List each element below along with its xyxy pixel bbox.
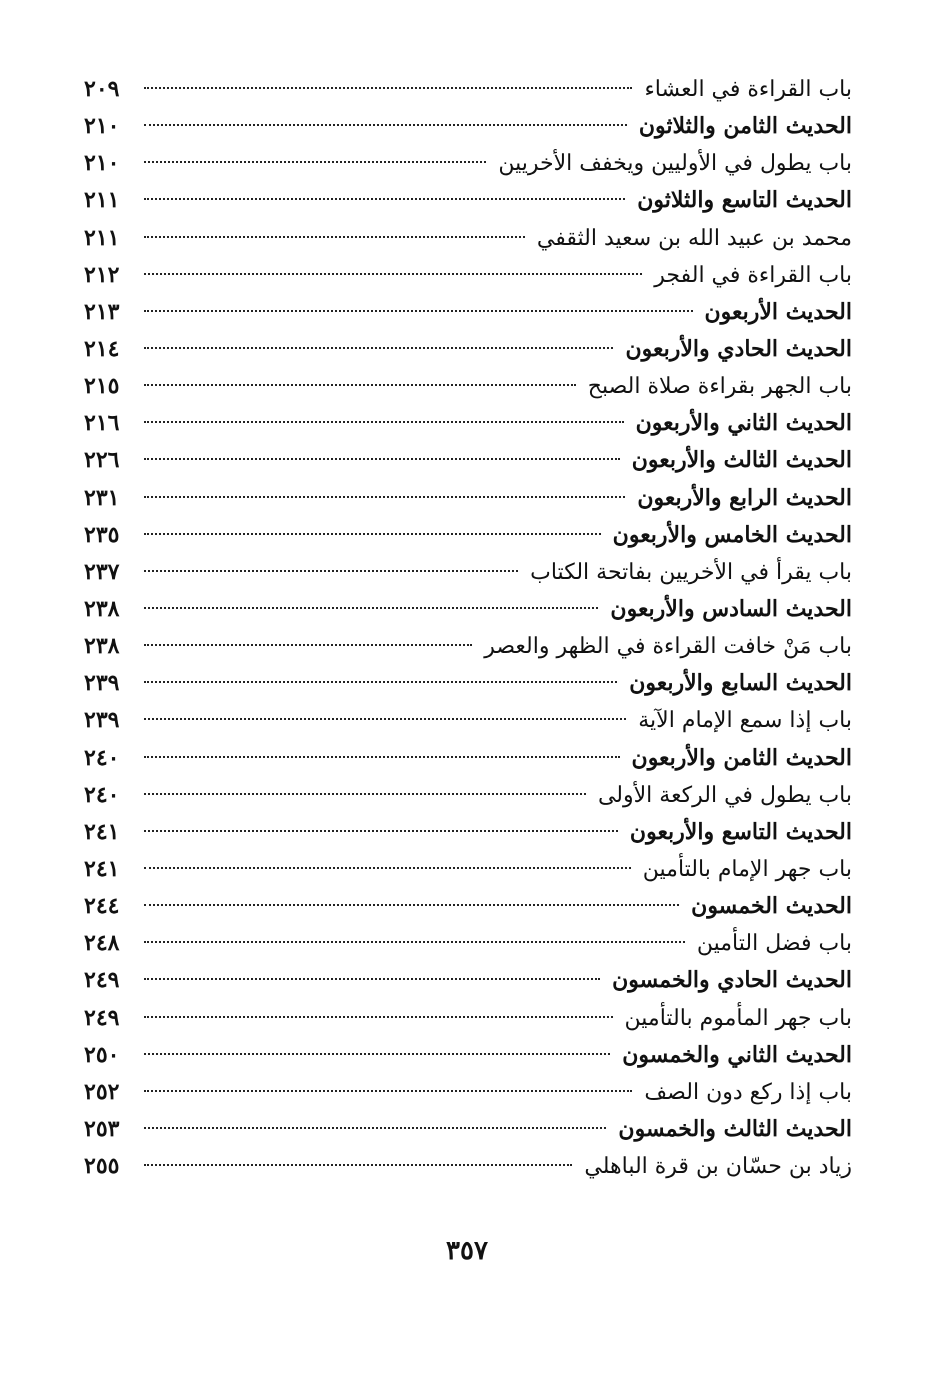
toc-entry-page: ٢٠٩ — [84, 76, 120, 102]
toc-entry — [84, 628, 852, 665]
toc-entry-title: باب يطول في الأوليين ويخفف الأخريين — [498, 151, 852, 177]
toc-entry-page: ٢٤٠ — [84, 781, 120, 808]
toc-entry-title: باب القراءة في الفجر — [654, 262, 852, 288]
toc-entry — [84, 442, 852, 479]
toc-entry-page: ٢٤٩ — [84, 1004, 120, 1031]
dot-leader — [144, 904, 679, 906]
toc-entry-page: ٢٤١ — [84, 855, 120, 882]
toc-entry — [84, 591, 852, 628]
toc-entry — [84, 1074, 852, 1111]
toc-entry-page: ٢٤١ — [84, 818, 120, 845]
toc-entry-page: ٢٣١ — [84, 484, 120, 511]
toc-entry-page: ٢٣٩ — [84, 707, 120, 734]
toc-entry — [84, 962, 852, 999]
toc-entry — [84, 777, 852, 814]
dot-leader — [144, 867, 631, 869]
toc-entry-page: ٢٥٢ — [84, 1078, 120, 1105]
dot-leader — [144, 533, 601, 535]
toc-entry-page: ٢١٠ — [84, 150, 120, 177]
toc-entry-title: باب إذا ركع دون الصف — [644, 1079, 852, 1105]
toc-entry-page: ٢١٤ — [84, 335, 120, 362]
dot-leader — [144, 941, 685, 943]
toc-entry-title: الحديث الثامن والأربعون — [631, 744, 852, 771]
toc-entry-title: الحديث الثالث والأربعون — [631, 447, 852, 474]
toc-entry-page: ٢٤٩ — [84, 967, 120, 994]
toc-entry — [84, 1000, 852, 1037]
toc-entry — [84, 294, 852, 331]
toc-entry — [84, 925, 852, 962]
toc-entry-title: زياد بن حسّان بن قرة الباهلي — [584, 1154, 852, 1180]
toc-entry-title: باب القراءة في العشاء — [644, 77, 852, 102]
toc-entry — [84, 220, 852, 257]
page-number: ٣٥٧ — [446, 1236, 488, 1266]
toc-entry-page: ٢٤٨ — [84, 930, 120, 957]
toc-entry — [84, 1148, 852, 1185]
dot-leader — [144, 310, 693, 312]
toc-entry — [84, 665, 852, 702]
toc-entry-title: الحديث الثاني والأربعون — [635, 410, 852, 437]
toc-entry-title: باب جهر المأموم بالتأمين — [624, 1005, 852, 1031]
toc-entry — [84, 554, 852, 591]
toc-entry — [84, 740, 852, 777]
toc-entry — [84, 702, 852, 739]
dot-leader — [144, 421, 624, 423]
toc-entry-title: باب جهر الإمام بالتأمين — [642, 856, 852, 882]
toc-entry-page: ٢١٢ — [84, 261, 120, 288]
toc-entry-page: ٢٢٦ — [84, 447, 120, 474]
dot-leader — [144, 124, 627, 126]
toc-entry-title: الحديث الثالث والخمسون — [618, 1115, 852, 1142]
dot-leader — [144, 161, 486, 163]
dot-leader — [144, 347, 613, 349]
toc-entry-page: ٢١٠ — [84, 113, 120, 140]
dot-leader — [144, 384, 576, 386]
toc-entry — [84, 851, 852, 888]
toc-entry-page: ٢١١ — [84, 187, 120, 214]
toc-entry-page: ٢١٣ — [84, 298, 120, 325]
toc-entry-title: الحديث التاسع والثلاثون — [637, 187, 852, 214]
dot-leader — [144, 496, 625, 498]
toc-entry-page: ٢٣٧ — [84, 558, 120, 585]
toc-entry-title: الحديث الحادي والأربعون — [625, 335, 852, 362]
dot-leader — [144, 756, 620, 758]
toc-entry-title: الحديث السادس والأربعون — [610, 595, 852, 622]
toc-entry-title: باب الجهر بقراءة صلاة الصبح — [587, 374, 852, 400]
toc-entry-title: الحديث الخامس والأربعون — [612, 521, 852, 548]
toc-entry-title: الحديث الحادي والخمسون — [612, 967, 852, 994]
toc-entry-page: ٢٣٨ — [84, 595, 120, 622]
dot-leader — [144, 1053, 610, 1055]
dot-leader — [144, 198, 625, 200]
dot-leader — [144, 681, 617, 683]
toc-entry-title: الحديث الثاني والخمسون — [622, 1041, 852, 1068]
toc-entry — [84, 517, 852, 554]
dot-leader — [144, 644, 472, 646]
toc-entry-page: ٢٤٠ — [84, 744, 120, 771]
dot-leader — [144, 718, 626, 720]
toc-entry — [84, 1111, 852, 1148]
toc-entry-page: ٢٣٥ — [84, 521, 120, 548]
toc-entry-title: باب يقرأ في الأخريين بفاتحة الكتاب — [530, 559, 852, 585]
toc-entry — [84, 888, 852, 925]
toc-entry-page: ٢٥٥ — [84, 1153, 120, 1180]
toc-entry — [84, 480, 852, 517]
toc-entry-page: ٢١١ — [84, 224, 120, 251]
toc-entry-title: الحديث السابع والأربعون — [629, 670, 852, 697]
toc-entry-title: الحديث الرابع والأربعون — [637, 484, 852, 511]
toc-entry-page: ٢٥٠ — [84, 1041, 120, 1068]
toc-entry-title: باب مَنْ خافت القراءة في الظهر والعصر — [484, 634, 852, 660]
toc-entry — [84, 145, 852, 182]
toc-entry — [84, 331, 852, 368]
toc-entry — [84, 108, 852, 145]
toc-entry — [84, 257, 852, 294]
toc-entry-title: الحديث الخمسون — [691, 893, 852, 920]
toc-entry-title: الحديث التاسع والأربعون — [629, 818, 852, 845]
dot-leader — [144, 570, 518, 572]
toc-entry-title: محمد بن عبيد الله بن سعيد الثقفي — [536, 225, 852, 251]
dot-leader — [144, 607, 598, 609]
table-of-contents — [84, 71, 852, 1185]
dot-leader — [144, 978, 600, 980]
toc-entry — [84, 405, 852, 442]
toc-entry-title: باب فضل التأمين — [696, 931, 852, 957]
toc-entry — [84, 814, 852, 851]
toc-entry-title: باب يطول في الركعة الأولى — [597, 782, 852, 808]
toc-entry-title: الحديث الأربعون — [704, 298, 852, 325]
dot-leader — [144, 236, 525, 238]
dot-leader — [144, 1016, 613, 1018]
toc-entry-page: ٢١٥ — [84, 373, 120, 400]
dot-leader — [144, 1127, 606, 1129]
toc-entry — [84, 368, 852, 405]
dot-leader — [144, 830, 618, 832]
dot-leader — [144, 793, 586, 795]
dot-leader — [144, 1164, 572, 1166]
dot-leader — [144, 87, 632, 89]
dot-leader — [144, 458, 620, 460]
dot-leader — [144, 273, 642, 275]
toc-entry-page: ٢٣٩ — [84, 670, 120, 697]
toc-entry-page: ٢٣٨ — [84, 633, 120, 660]
toc-entry-title: باب إذا سمع الإمام الآية — [638, 708, 852, 734]
toc-entry — [84, 71, 852, 108]
toc-entry-page: ٢١٦ — [84, 410, 120, 437]
toc-entry-page: ٢٥٣ — [84, 1115, 120, 1142]
toc-entry-page: ٢٤٤ — [84, 893, 120, 920]
toc-entry — [84, 182, 852, 219]
toc-entry — [84, 1037, 852, 1074]
dot-leader — [144, 1090, 632, 1092]
toc-entry-title: الحديث الثامن والثلاثون — [638, 113, 852, 140]
